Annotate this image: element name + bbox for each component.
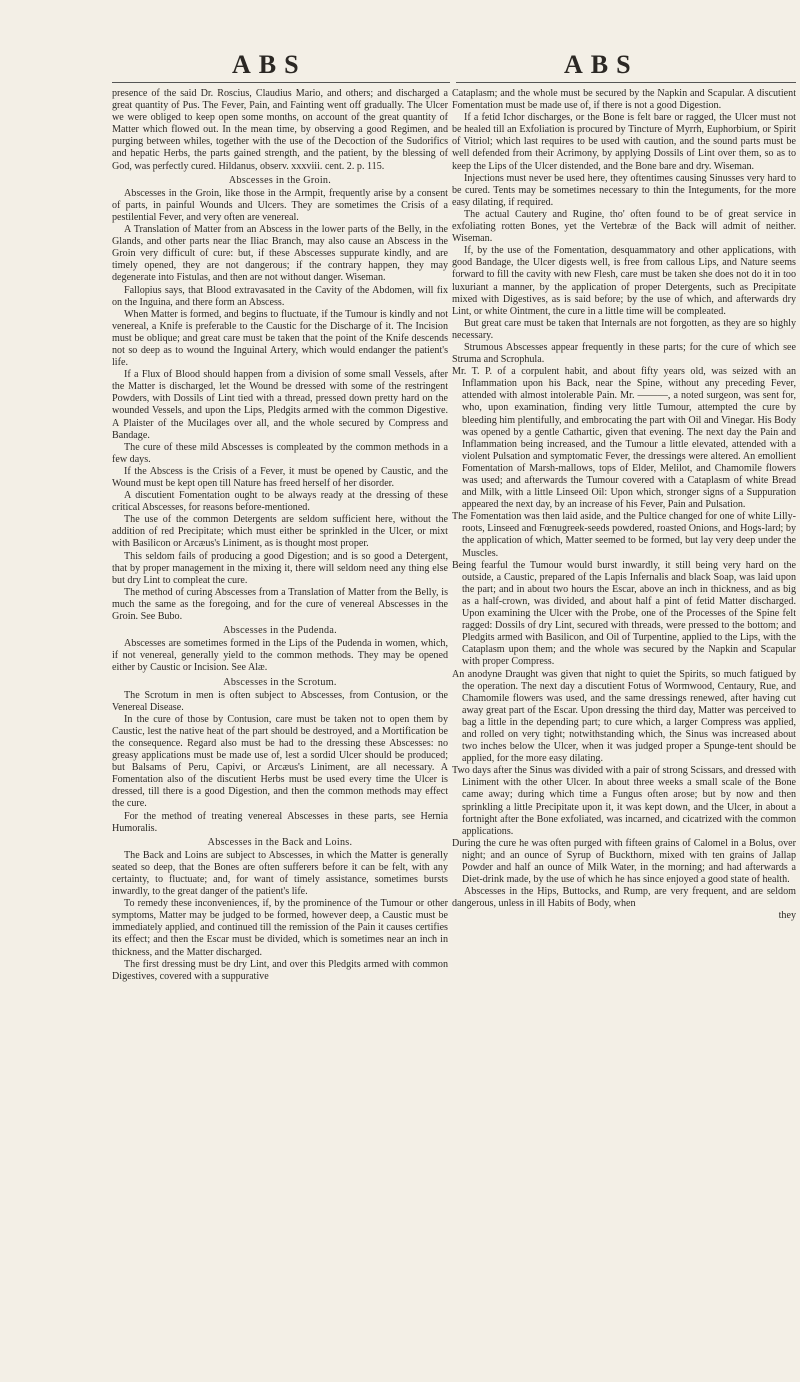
paragraph: When Matter is formed, and begins to fluctuate, if the Tumour is kindly and not venereal, a Knife is preferable to the Caustic for the Discharge of it. The Incision must be oblique; and great care must be taken that the point of the Knife descends not so deep as to wound the Inguinal Artery, which would endanger the patient's life. (112, 308, 448, 369)
paragraph: The use of the common Detergents are seldom sufficient here, without the addition of red Precipitate; which must either be sprinkled in the Ulcer, or mixt with Basilicon or Arcæus's Liniment, as is thought most proper. (112, 514, 448, 550)
paragraph: Injections must never be used here, they oftentimes causing Sinusses very hard to be cured. Tents may be sometimes necessary to thin the Integuments, for the more easy dilating, if required. (452, 172, 796, 208)
paragraph: A Translation of Matter from an Abscess in the lower parts of the Belly, in the Glands, and other parts near the Iliac Branch, may also cause an Abscess in the Groin very difficult of cure: but, if these Abscesses suppurate kindly, and are timely opened, they are not dangerous; if the contrary happen, they may degenerate into Fistulas, and then are not without danger. Wiseman. (112, 224, 448, 284)
catchword: they (778, 910, 796, 922)
paragraph: The Back and Loins are subject to Abscesses, in which the Matter is generally seated so deep, that the Bones are often sufferers before it can be felt, with any certainty, to fluctuate; and, for want of timely assistance, sometimes bursts inwardly, to the great danger of the patient's life. (112, 849, 448, 898)
section-heading: Abscesses in the Scrotum. (223, 676, 337, 688)
header-rule-left (112, 82, 450, 83)
case-paragraph: During the cure he was often purged with fifteen grains of Calomel in a Bolus, over night; and an ounce of Syrup of Buckthorn, mixed with ten grains of Jallap Powder and half an ounce of Milk Water, in the morning; and had afterwards a Diet-drink made, by the use of which he has since enjoyed a good state of health. (452, 837, 796, 886)
paragraph: Strumous Abscesses appear frequently in these parts; for the cure of which see Struma and Scrophula. (452, 341, 796, 366)
paragraph: For the method of treating venereal Abscesses in these parts, see Hernia Humoralis. (112, 810, 448, 834)
paragraph: Cataplasm; and the whole must be secured by the Napkin and Scapular. A discutient Fomentation must be made use of, if there is not a good Digestion. (452, 88, 796, 112)
paragraph: A discutient Fomentation ought to be always ready at the dressing of these critical Abscesses, for reasons before-mentioned. (112, 490, 448, 514)
paragraph: If, by the use of the Fomentation, desquammatory and other applications, with good Bandage, the Ulcer digests well, is free from callous Lips, and Nature seems forward to fill the cavity with new Flesh, care must be taken she does not do it in too luxuriant a manner, by the application of proper Detergents, such as Precipitate mixed with Digestives, as is said before; by the use of which, and afterwards dry Lint, or white Ointment, the cure in a little time will be compleated. (452, 245, 796, 317)
paragraph: If the Abscess is the Crisis of a Fever, it must be opened by Caustic, and the Wound must be kept open till Nature has freed herself of her disorder. (112, 465, 448, 489)
paragraph: Abscesses in the Groin, like those in the Armpit, frequently arise by a consent of parts, in painful Wounds and Ulcers. They are sometimes the Crisis of a pestilential Fever, and very often are venereal. (112, 187, 448, 223)
case-paragraph: Being fearful the Tumour would burst inwardly, it still being very hard on the outside, a Caustic, prepared of the Lapis Infernalis and black Soap, was laid upon the part; and in about two hours the Escar, above an inch in thickness, and as big as a half-crown, was divided, and about half a pint of fetid Matter discharged. Upon examining the Ulcer with the Probe, one of the Processes of the Spine felt ragged: Dossils of dry Lint, secured with threads, were pressed to the bottom; and Pledgits armed with Basilicon, and Oil of Turpentine, applied to the Lips, with the Cataplasm upon them; and the whole was secured by the Napkin and Scapular with proper Compress. (452, 559, 796, 668)
paragraph: presence of the said Dr. Roscius, Claudius Mario, and others; and discharged a great quantity of Pus. The Fever, Pain, and Fainting went off gradually. The Ulcer we were obliged to keep open some months, on account of the great quantity of Matter which flowed out. In the mean time, by observing a good Regimen, and purging between whiles, together with the use of the Decoction of the Sudorifics and hepatic Herbs, the parts gained strength, and the patient, by the blessing of God, was perfectly cured. Hildanus, observ. xxxviii. cent. 2. p. 115. (112, 88, 448, 172)
header-rule-right (456, 82, 796, 83)
right-column (452, 88, 796, 1378)
paragraph: If a fetid Ichor discharges, or the Bone is felt bare or ragged, the Ulcer must not be healed till an Exfoliation is procured by Tincture of Myrrh, Euphorbium, or Spirit of Vitriol; which last requires to be used with caution, and the sound parts must be well defended from their Acrimony, by applying Dossils of Lint over them, so as to keep the Lips of the Ulcer distended, and the Bone bare and dry. Wiseman. (452, 112, 796, 172)
case-paragraph: Two days after the Sinus was divided with a pair of strong Scissars, and dressed with Liniment with the other Ulcer. In about three weeks a small scale of the Bone came away; during which time a Fungus often arose; but by now and then sprinkling a little Precipitate upon it, it was kept down, and the Ulcer, in about a fortnight after the Bone exfoliated, was incarned, and cicatrized with the common applications. (452, 765, 796, 837)
paragraph: To remedy these inconveniences, if, by the prominence of the Tumour or other symptoms, Matter may be judged to be formed, however deep, a Caustic must be immediately applied, and continued till the remission of the Pain it causes certifies its effect; and then the Escar must be divided, which is sometimes near an inch in thickness, and the Matter discharged. (112, 898, 448, 958)
paragraph: The actual Cautery and Rugine, tho' often found to be of great service in exfoliating rotten Bones, yet the Vertebræ of the Back will admit of neither. Wiseman. (452, 208, 796, 245)
case-paragraph: An anodyne Draught was given that night to quiet the Spirits, so much fatigued by the operation. The next day a discutient Fotus of Wormwood, Centaury, Rue, and Chamomile flowers was used, and the same dressings renewed, after having cut away great part of the Escar. Upon dressing the third day, Matter was perceived to bag a little in the depending part; to cure which, a larger Compress was applied, and rolled on very tight; notwithstanding which, the Sinus was increased about two inches below the Ulcer, when it was judged proper a Spunge-tent should be applied, for the more easy dilating. (452, 668, 796, 765)
paragraph: Fallopius says, that Blood extravasated in the Cavity of the Abdomen, will fix on the Inguina, and there form an Abscess. (112, 284, 448, 308)
paragraph: If a Flux of Blood should happen from a division of some small Vessels, after the Matter is discharged, let the Wound be dressed with some of the restringent Powders, with Dossils of Lint tied with a thread, pressed down pretty hard on the wounded Vessels, and upon the Lips, Pledgits armed with the common Digestive. A Plaister of the Mucilages over all, and the whole secured by Compress and Bandage. (112, 369, 448, 441)
paragraph: The first dressing must be dry Lint, and over this Pledgits armed with common Digestives, covered with a suppurative (112, 958, 448, 982)
paragraph: The method of curing Abscesses from a Translation of Matter from the Belly, is much the same as the foregoing, and for the cure of venereal Abscesses in the Groin. See Bubo. (112, 586, 448, 623)
paragraph: In the cure of those by Contusion, care must be taken not to open them by Caustic, lest the native heat of the part should be destroyed, and a Mortification be the consequence. Regard also must be had to the dressing these Abscesses: no greasy applications must be made use of, lest a sordid Ulcer should be produced; but Balsams of Peru, Capivi, or Arcæus's Liniment, are all necessary. A Fomentation also of the discutient Herbs must be used every time the Ulcer is dressed, till there is a good Digestion, and then the common methods may effect the cure. (112, 713, 448, 810)
section-heading: Abscesses in the Pudenda. (222, 625, 338, 637)
running-head-right: ABS (564, 50, 639, 79)
paragraph: But great care must be taken that Internals are not forgotten, as they are so highly necessary. (452, 317, 796, 341)
case-paragraph: The Fomentation was then laid aside, and the Pultice changed for one of white Lilly-roots, Linseed and Fœnugreek-seeds powdered, roasted Onions, and Hogs-lard; by the application of which, Matter seemed to be formed, but lay very deep under the Muscles. (452, 511, 796, 559)
section-heading: Abscesses in the Groin. (228, 174, 332, 186)
paragraph: Abscesses in the Hips, Buttocks, and Rump, are very frequent, and are seldom dangerous, unless in ill Habits of Body, when (452, 886, 796, 910)
case-paragraph: Mr. T. P. of a corpulent habit, and about fifty years old, was seized with an Inflammation upon his Back, near the Spine, without any preceding Fever, attended with almost intolerable Pain. Mr. ———, a noted surgeon, was sent for, who, upon examination, finding very little Tumour, attempted the cure by bleeding him plentifully, and embrocating the part with Oil and Vinegar. His Body was opened by a gentle Cathartic, given that evening. The next day the Pain and Inflammation being increased, and the Tumour a little elevated, attended with a violent Pulsation and symptomatic Fever, the dressings were altered. An emollient Fomentation of Marsh-mallows, tops of Elder, Melilot, and Chamomile flowers was used; and afterwards the Tumour covered with a Cataplasm of white Bread and Milk, with a little Linseed Oil: Upon which, stronger signs of a Suppuration appeared the next day, by an increase of his Fever, Pain and Pulsation. (452, 366, 796, 511)
paragraph: Abscesses are sometimes formed in the Lips of the Pudenda in women, which, if not venereal, generally yield to the common methods. They may be opened either by Caustic or Incision. See Alæ. (112, 638, 448, 674)
left-column (112, 88, 448, 1378)
paragraph: This seldom fails of producing a good Digestion; and is so good a Detergent, that by proper management in the mixing it, there will seldom need any thing else but dry Lint to compleat the cure. (112, 550, 448, 586)
paragraph: The cure of these mild Abscesses is compleated by the common methods in a few days. (112, 441, 448, 465)
paragraph: The Scrotum in men is often subject to Abscesses, from Contusion, or the Venereal Disease. (112, 689, 448, 713)
running-head-left: ABS (232, 50, 307, 79)
section-heading: Abscesses in the Back and Loins. (207, 836, 353, 848)
